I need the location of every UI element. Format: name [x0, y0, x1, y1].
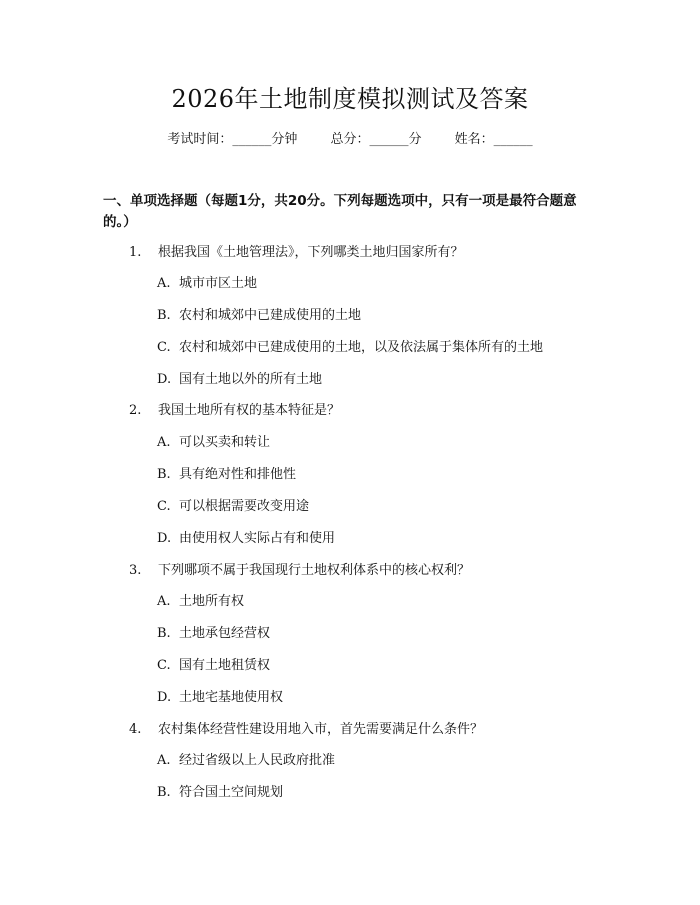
- question-2-option-b: [157, 466, 296, 484]
- option-letter: C.: [157, 658, 171, 673]
- question-2-option-a: [157, 434, 270, 452]
- question-1-option-a: [157, 275, 257, 293]
- option-text: 土地所有权: [179, 594, 245, 609]
- option-letter: A.: [157, 435, 171, 450]
- option-letter: B.: [157, 467, 171, 482]
- question-3-option-d: [157, 689, 283, 707]
- option-letter: D.: [157, 690, 172, 705]
- question-1-option-c: [157, 339, 543, 357]
- page-title: 2026年土地制度模拟测试及答案: [171, 85, 529, 113]
- option-text: 国有土地以外的所有土地: [179, 372, 323, 387]
- option-text: 农村和城郊中已建成使用的土地，以及依法属于集体所有的土地: [179, 340, 544, 355]
- option-text: 具有绝对性和排他性: [179, 467, 297, 482]
- section-heading: 一、单项选择题（每题1分，共20分。下列每题选项中，只有一项是最符合题意的。）: [103, 193, 577, 230]
- option-letter: B.: [157, 308, 171, 323]
- option-text: 城市市区土地: [179, 276, 258, 291]
- question-2: [129, 402, 340, 420]
- option-text: 可以买卖和转让: [179, 435, 271, 450]
- option-text: 可以根据需要改变用途: [179, 499, 310, 514]
- student-name-field: 姓名：______: [454, 132, 533, 147]
- question-text: 农村集体经营性建设用地入市，首先需要满足什么条件？: [158, 722, 484, 737]
- option-letter: D.: [157, 372, 172, 387]
- option-letter: A.: [157, 276, 171, 291]
- option-text: 土地承包经营权: [179, 626, 271, 641]
- question-number: 4.: [129, 722, 142, 737]
- total-score-field: 总分：______分: [330, 132, 422, 147]
- question-4: [129, 721, 483, 739]
- question-text: 根据我国《土地管理法》，下列哪类土地归国家所有？: [158, 245, 464, 260]
- question-2-option-d: [157, 530, 335, 548]
- question-text: 我国土地所有权的基本特征是？: [158, 403, 341, 418]
- option-text: 经过省级以上人民政府批准: [179, 753, 336, 768]
- question-number: 3.: [129, 563, 142, 578]
- option-letter: B.: [157, 785, 171, 800]
- option-letter: C.: [157, 499, 171, 514]
- question-1-option-d: [157, 371, 322, 389]
- question-1-option-b: [157, 307, 361, 325]
- option-letter: B.: [157, 626, 171, 641]
- option-text: 符合国土空间规划: [179, 785, 284, 800]
- option-letter: A.: [157, 594, 171, 609]
- question-3-option-c: [157, 657, 270, 675]
- question-4-option-a: [157, 752, 335, 770]
- question-3: [129, 562, 470, 580]
- option-letter: A.: [157, 753, 171, 768]
- option-letter: D.: [157, 531, 172, 546]
- option-text: 国有土地租赁权: [179, 658, 271, 673]
- question-1: [129, 244, 464, 262]
- option-text: 由使用权人实际占有和使用: [179, 531, 336, 546]
- option-letter: C.: [157, 340, 171, 355]
- question-4-option-b: [157, 784, 283, 802]
- question-text: 下列哪项不属于我国现行土地权利体系中的核心权利？: [158, 563, 471, 578]
- question-2-option-c: [157, 498, 309, 516]
- question-3-option-b: [157, 625, 270, 643]
- question-number: 1.: [129, 245, 142, 260]
- exam-time-field: 考试时间：______分钟: [167, 132, 298, 147]
- question-number: 2.: [129, 403, 142, 418]
- option-text: 土地宅基地使用权: [179, 690, 284, 705]
- question-3-option-a: [157, 593, 244, 611]
- option-text: 农村和城郊中已建成使用的土地: [179, 308, 362, 323]
- exam-info-line: [0, 131, 700, 149]
